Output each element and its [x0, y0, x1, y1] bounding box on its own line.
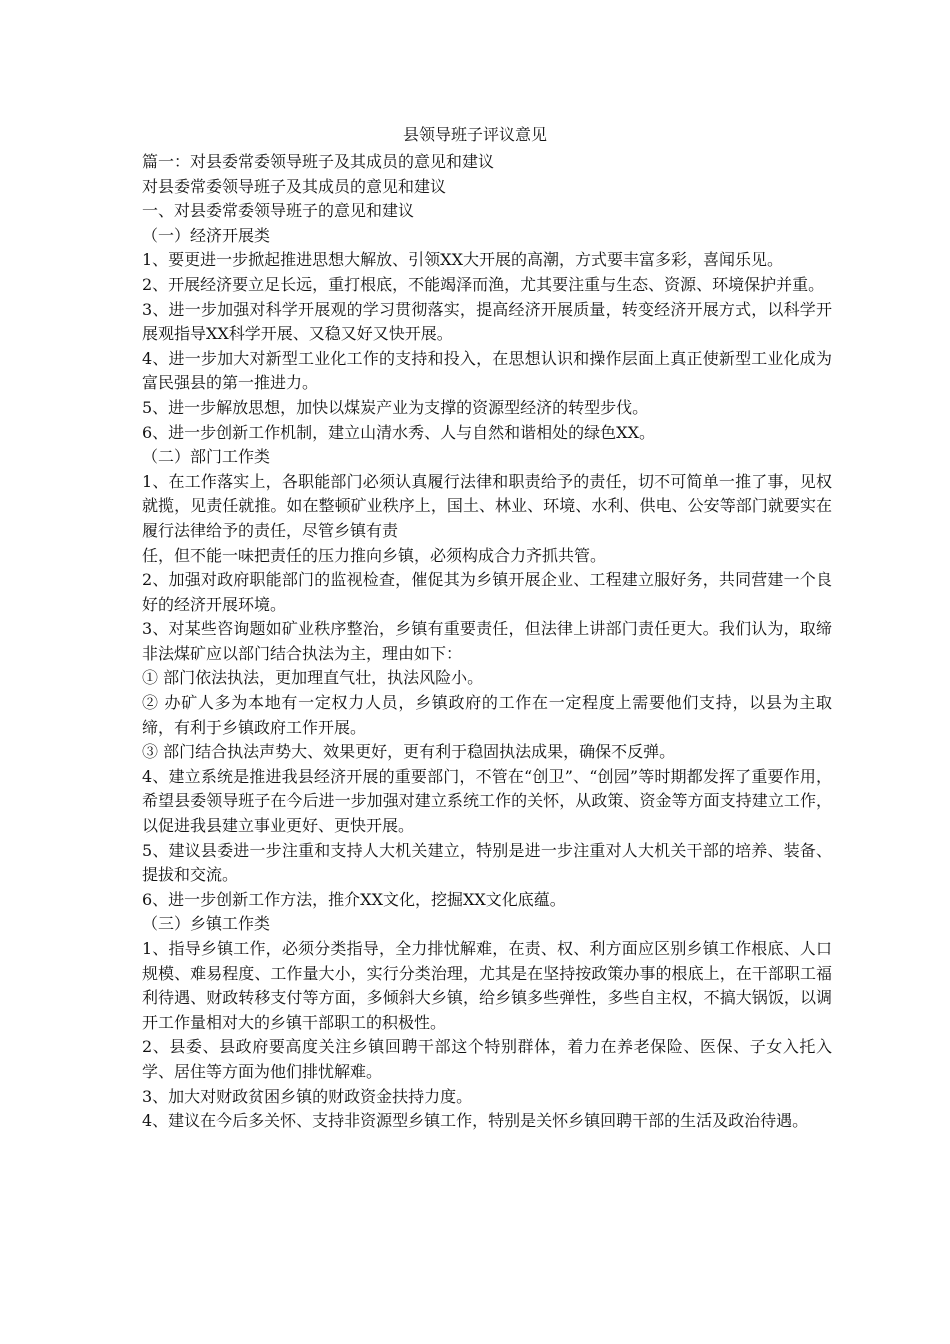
paragraph: 任，但不能一味把责任的压力推向乡镇，必须构成合力齐抓共管。 — [142, 545, 607, 565]
paragraph: （二）部门工作类 — [142, 447, 271, 467]
paragraph: 1、要更进一步掀起推进思想大解放、引领XX大开展的高潮，方式要丰富多彩，喜闻乐见。 — [142, 250, 783, 270]
paragraph: 篇一：对县委常委领导班子及其成员的意见和建议 — [142, 152, 495, 171]
paragraph: 1、指导乡镇工作，必须分类指导，全力排忧解难，在责、权、利方面应区别乡镇工作根底、人口规模、难易程度、工作量大小，实行分类治理，尤其是在坚持按政策办事的根底上，在干部职工福利待遇、财政转移支付等方面，多倾斜大乡镇，给乡镇多些弹性，多些自主权，不搞大锅饭，以调开工作量相对大的乡镇干部职工的积极性。 — [142, 939, 832, 1032]
paragraph: 3、对某些咨询题如矿业秩序整治，乡镇有重要责任，但法律上讲部门责任更大。我们认为，取缔非法煤矿应以部门结合执法为主，理由如下： — [142, 619, 832, 663]
paragraph: 5、进一步解放思想，加快以煤炭产业为支撑的资源型经济的转型步伐。 — [142, 397, 649, 417]
paragraph: 6、进一步创新工作方法，推介XX文化，挖掘XX文化底蕴。 — [142, 889, 566, 909]
document-title: 县领导班子评议意见 — [402, 125, 547, 144]
paragraph: 对县委常委领导班子及其成员的意见和建议 — [142, 176, 447, 196]
paragraph: （一）经济开展类 — [142, 225, 271, 245]
paragraph: 3、进一步加强对科学开展观的学习贯彻落实，提高经济开展质量，转变经济开展方式，以科学开展观指导XX科学开展、又稳又好又快开展。 — [142, 299, 832, 344]
paragraph: 6、进一步创新工作机制，建立山清水秀、人与自然和谐相处的绿色XX。 — [142, 422, 655, 442]
paragraph: 2、县委、县政府要高度关注乡镇回聘干部这个特别群体，着力在养老保险、医保、子女入托入学、居住等方面为他们排忧解难。 — [142, 1037, 832, 1081]
document-body — [142, 150, 832, 1134]
paragraph: （三）乡镇工作类 — [142, 914, 271, 934]
paragraph: ② 办矿人多为本地有一定权力人员，乡镇政府的工作在一定程度上需要他们支持，以县为主取缔，有利于乡镇政府工作开展。 — [142, 693, 832, 737]
paragraph: 3、加大对财政贫困乡镇的财政资金扶持力度。 — [142, 1086, 473, 1106]
paragraph: 1、在工作落实上，各职能部门必须认真履行法律和职责给予的责任，切不可简单一推了事，见权就揽，见责任就推。如在整顿矿业秩序上，国土、林业、环境、水利、供电、公安等部门就要实在履行法律给予的责任，尽管乡镇有责 — [142, 471, 832, 540]
paragraph: 5、建议县委进一步注重和支持人大机关建立，特别是进一步注重对人大机关干部的培养、装备、提拔和交流。 — [142, 840, 832, 885]
paragraph: ③ 部门结合执法声势大、效果更好，更有利于稳固执法成果，确保不反弹。 — [142, 742, 676, 762]
paragraph: ① 部门依法执法，更加理直气壮，执法风险小。 — [142, 668, 484, 688]
paragraph: 4、进一步加大对新型工业化工作的支持和投入，在思想认识和操作层面上真正使新型工业化成为富民强县的第一推进力。 — [142, 348, 832, 393]
paragraph: 一、对县委常委领导班子的意见和建议 — [142, 201, 415, 221]
paragraph: 4、建议在今后多关怀、支持非资源型乡镇工作，特别是关怀乡镇回聘干部的生活及政治待遇。 — [142, 1111, 809, 1131]
paragraph: 2、加强对政府职能部门的监视检查，催促其为乡镇开展企业、工程建立服好务，共同营建一个良好的经济开展环境。 — [142, 570, 832, 614]
paragraph: 4、建立系统是推进我县经济开展的重要部门，不管在“创卫”、“创园”等时期都发挥了重要作用，希望县委领导班子在今后进一步加强对建立系统工作的关怀，从政策、资金等方面支持建立工作，以促进我县建立事业更好、更快开展。 — [142, 766, 832, 836]
paragraph: 2、开展经济要立足长远，重打根底，不能竭泽而渔，尤其要注重与生态、资源、环境保护并重。 — [142, 274, 825, 294]
